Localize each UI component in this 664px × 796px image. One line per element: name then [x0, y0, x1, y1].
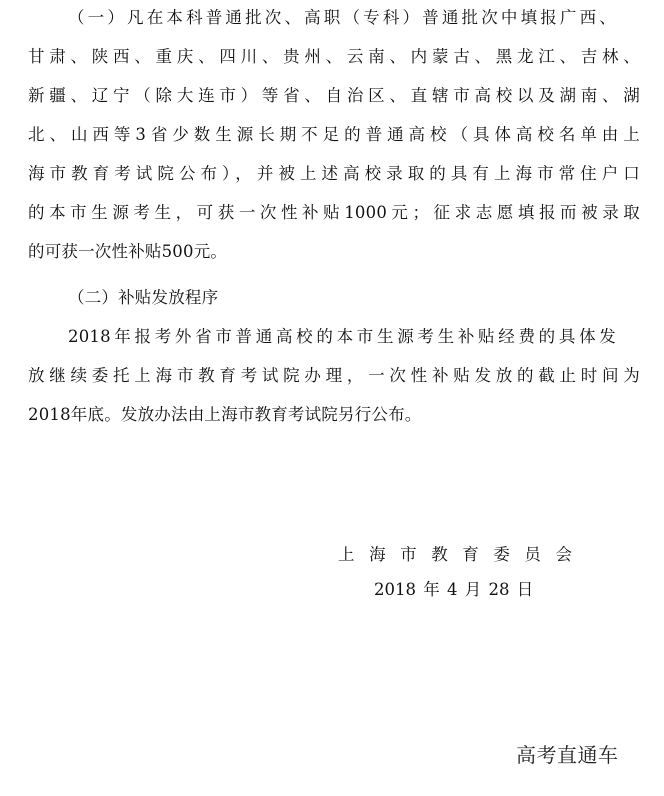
paragraph1-line-5: 海市教育考试院公布），并被上述高校录取的具有上海市常住户口: [28, 164, 640, 183]
paragraph1-line-4: 北、山西等3省少数生源长期不足的普通高校（具体高校名单由上: [28, 125, 640, 144]
paragraph1-line-1: （一）凡在本科普通批次、高职（专科）普通批次中填报广西、: [68, 8, 616, 27]
signature-organization: 上海市教育委员会: [338, 545, 572, 564]
section2-heading: （二）补贴发放程序: [68, 288, 219, 307]
paragraph1-line-6: 的本市生源考生，可获一次性补贴1000元；征求志愿填报而被录取: [28, 203, 640, 222]
watermark-text: 高考直通车: [516, 743, 619, 767]
paragraph1-line-2: 甘肃、陕西、重庆、四川、贵州、云南、内蒙古、黑龙江、吉林、: [28, 47, 640, 66]
signature-date: 2018 年 4 月 28 日: [374, 580, 534, 599]
paragraph2-line-3: 2018年底。发放办法由上海市教育考试院另行公布。: [28, 405, 422, 424]
paragraph2-line-1: 2018年报考外省市普通高校的本市生源考生补贴经费的具体发: [68, 327, 616, 346]
paragraph1-line-3: 新疆、辽宁（除大连市）等省、自治区、直辖市高校以及湖南、湖: [28, 86, 640, 105]
paragraph1-line-7: 的可获一次性补贴500元。: [28, 242, 228, 261]
paragraph2-line-2: 放继续委托上海市教育考试院办理，一次性补贴发放的截止时间为: [28, 366, 640, 385]
